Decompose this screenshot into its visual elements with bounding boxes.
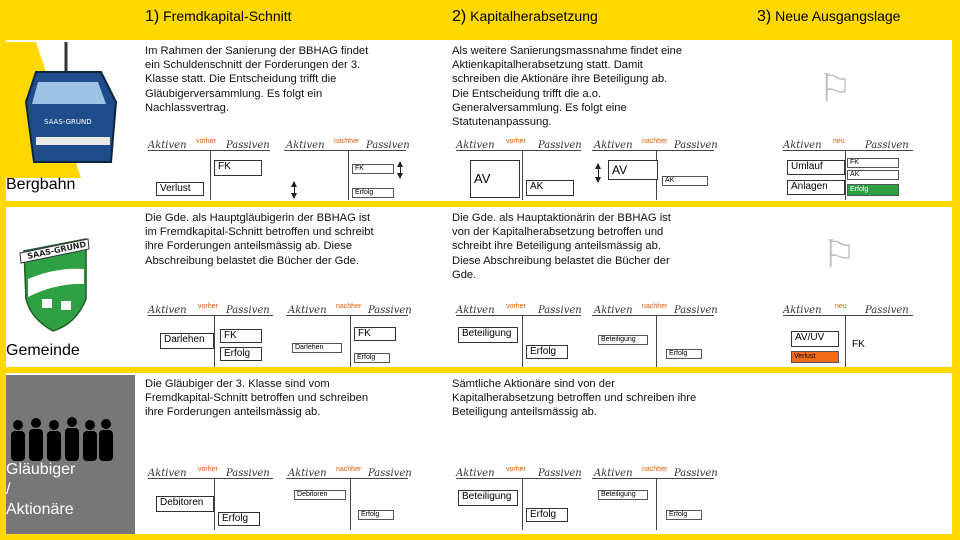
box-erfolg: Erfolg	[220, 347, 262, 361]
coat-of-arms-text: SAAS-GRUND	[26, 239, 87, 261]
box-debitoren-small: Debitoren	[294, 490, 346, 500]
box-fk-after: FK	[354, 327, 396, 341]
row-label-glaeubiger-3: Aktionäre	[6, 501, 74, 518]
box-erfolg-small: Erfolg	[358, 510, 394, 520]
box-beteiligung: Beteiligung	[458, 490, 518, 506]
label-passiven: Passiven	[226, 305, 270, 316]
label-passiven: Passiven	[226, 468, 270, 479]
box-fk-small: FK	[352, 164, 394, 174]
label-passiven: Passiven	[538, 305, 582, 316]
label-neu: neu	[833, 138, 845, 145]
label-aktiven: Aktiven	[456, 468, 495, 479]
box-umlauf: Umlauf	[787, 160, 845, 175]
box-fk: FK	[849, 339, 879, 353]
label-vorher: vorher	[506, 466, 526, 473]
label-aktiven: Aktiven	[594, 140, 633, 151]
box-darlehen-small: Darlehen	[292, 343, 342, 353]
box-erfolg-small: Erfolg	[666, 349, 702, 359]
label-vorher: vorher	[198, 466, 218, 473]
label-vorher: vorher	[506, 303, 526, 310]
box-verlust-orange: Verlust	[791, 351, 839, 363]
label-nachher: nachher	[642, 303, 668, 310]
t-account-bergbahn-neu	[783, 140, 933, 204]
box-verlust: Verlust	[156, 182, 204, 196]
box-beteiligung: Beteiligung	[458, 327, 518, 343]
gondola-image	[6, 42, 135, 178]
box-darlehen: Darlehen	[160, 333, 214, 349]
label-passiven: Passiven	[674, 305, 718, 316]
row-label-bergbahn: Bergbahn	[6, 176, 76, 193]
label-aktiven: Aktiven	[288, 468, 327, 479]
flag-icon-2: ⚐	[822, 234, 857, 276]
col3-header-num: 3)	[757, 8, 772, 25]
label-passiven: Passiven	[674, 140, 718, 151]
row-label-gemeinde: Gemeinde	[6, 342, 80, 359]
bergbahn-col2-text: Als weitere Sanierungsmassnahme findet eine Aktienkapitalherabsetzung statt. Damit schreiben die Aktionäre ihre Beteiligung ab. Die Entscheidung trifft die a.o. Generalversammlung. Es folgt eine Statutenanpassung.	[452, 45, 683, 129]
row-label-glaeubiger-1: Gläubiger	[6, 461, 76, 478]
label-aktiven: Aktiven	[288, 305, 327, 316]
gemeinde-col2-text: Die Gde. als Hauptaktionärin der BBHAG ist von der Kapitalherabsetzung betroffen und schreibt ihre Beteiligung anteilsmässig ab. Diese Abschreibung belastet die Bücher der Gde.	[452, 212, 671, 281]
label-aktiven: Aktiven	[286, 140, 325, 151]
label-aktiven: Aktiven	[148, 305, 187, 316]
box-anlagen: Anlagen	[787, 180, 845, 195]
label-nachher: nachher	[642, 138, 668, 145]
t-account-glaeubiger-fk	[148, 468, 458, 532]
arrow-updown	[400, 162, 401, 178]
t-account-glaeubiger-kh	[456, 468, 766, 532]
box-erfolg-small: Erfolg	[666, 510, 702, 520]
box-av-after: AV	[608, 160, 658, 180]
gemeinde-col1-text: Die Gde. als Hauptgläubigerin der BBHAG ist im Fremdkapital-Schnitt betroffen und schreibt ihre Forderungen anteilsmässig ab. Diese Abschreibung belastet die Bücher der Gde.	[145, 212, 374, 267]
label-passiven: Passiven	[366, 140, 410, 151]
label-passiven: Passiven	[538, 140, 582, 151]
label-passiven: Passiven	[865, 305, 909, 316]
glaeubiger-col1-text: Die Gläubiger der 3. Klasse sind vom Fremdkapital-Schnitt betroffen und schreiben ihre Forderungen anteilsmässig ab.	[145, 378, 369, 419]
glaeubiger-col2-text: Sämtliche Aktionäre sind von der Kapitalherabsetzung betroffen und schreiben ihre Beteiligung anteilsmässig ab.	[452, 378, 697, 419]
label-aktiven: Aktiven	[456, 305, 495, 316]
col3-header	[757, 8, 900, 26]
label-passiven: Passiven	[674, 468, 718, 479]
label-nachher: nachher	[642, 466, 668, 473]
t-account-gemeinde-fk	[148, 305, 458, 369]
col2-header-title: Kapitalherabsetzung	[470, 8, 598, 24]
box-ak-small: AK	[847, 170, 899, 180]
label-passiven: Passiven	[368, 305, 412, 316]
label-nachher: nachher	[336, 303, 362, 310]
col2-header	[452, 8, 598, 26]
label-aktiven: Aktiven	[783, 140, 822, 151]
label-passiven: Passiven	[538, 468, 582, 479]
box-erfolg-small: Erfolg	[354, 353, 390, 363]
col2-header-num: 2)	[452, 8, 467, 25]
box-erfolg: Erfolg	[526, 508, 568, 522]
col1-header-title: Fremdkapital-Schnitt	[163, 8, 292, 24]
box-beteiligung-small: Beteiligung	[598, 490, 648, 500]
box-fk: FK	[220, 329, 262, 343]
col3-header-title: Neue Ausgangslage	[775, 8, 901, 24]
t-account-gemeinde-neu	[783, 305, 933, 369]
label-vorher: vorher	[196, 138, 216, 145]
label-neu: neu	[835, 303, 847, 310]
label-aktiven: Aktiven	[456, 140, 495, 151]
col1-header	[145, 8, 292, 26]
bergbahn-col1-text: Im Rahmen der Sanierung der BBHAG findet ein Schuldenschnitt der Forderungen der 3. Klasse statt. Die Entscheidung trifft die Gläubigerversammlung. Es folgt ein Nachlassvertrag.	[145, 45, 369, 114]
coat-of-arms-image	[6, 209, 135, 344]
box-erfolg: Erfolg	[218, 512, 260, 526]
arrow-updown	[294, 182, 295, 198]
flag-icon-1: ⚐	[818, 68, 853, 110]
box-fk: FK	[214, 160, 262, 176]
box-avuv: AV/UV	[791, 331, 839, 347]
box-erfolg-green: Erfolg	[847, 184, 899, 196]
label-aktiven: Aktiven	[594, 305, 633, 316]
label-passiven: Passiven	[368, 468, 412, 479]
label-aktiven: Aktiven	[783, 305, 822, 316]
label-nachher: nachher	[336, 466, 362, 473]
col1-header-num: 1)	[145, 8, 160, 25]
row-label-glaeubiger-2: /	[6, 481, 11, 498]
t-account-gemeinde-kh	[456, 305, 766, 369]
label-vorher: vorher	[506, 138, 526, 145]
label-vorher: vorher	[198, 303, 218, 310]
box-debitoren: Debitoren	[156, 496, 214, 512]
box-av: AV	[470, 160, 520, 198]
row-label-glaeubiger	[6, 460, 75, 520]
t-account-bergbahn-kh	[456, 140, 766, 204]
label-aktiven: Aktiven	[594, 468, 633, 479]
box-fk-small: FK	[847, 158, 899, 168]
box-erfolg: Erfolg	[526, 345, 568, 359]
label-passiven: Passiven	[865, 140, 909, 151]
box-erfolg-small: Erfolg	[352, 188, 394, 198]
gondola-brand-text: SAAS-GRUND	[44, 118, 92, 126]
box-ak-small: AK	[662, 176, 708, 186]
label-aktiven: Aktiven	[148, 468, 187, 479]
label-passiven: Passiven	[226, 140, 270, 151]
label-nachher: nachher	[334, 138, 360, 145]
box-ak: AK	[526, 180, 574, 196]
box-beteiligung-small: Beteiligung	[598, 335, 648, 345]
t-account-bergbahn-fk	[148, 140, 458, 204]
label-aktiven: Aktiven	[148, 140, 187, 151]
arrow-updown	[598, 164, 599, 182]
